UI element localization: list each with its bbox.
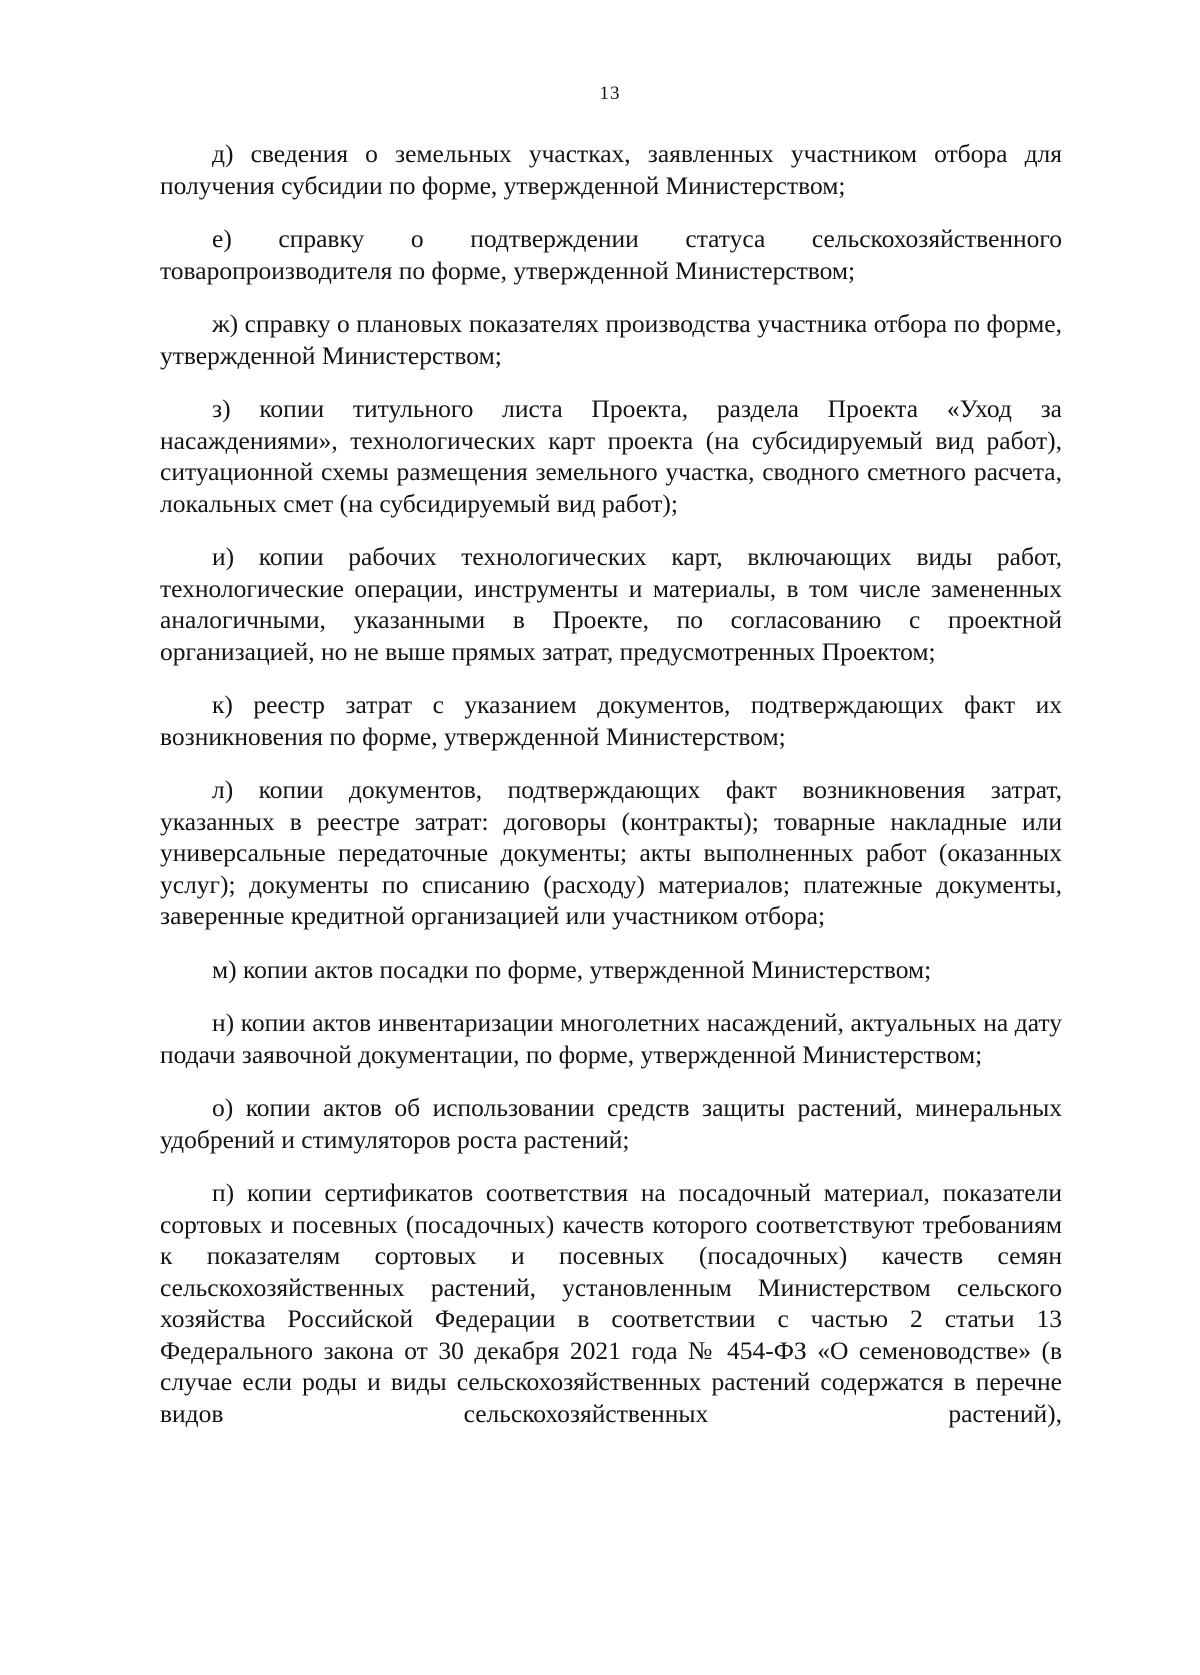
paragraph-m: м) копии актов посадки по форме, утвержденной Министерством; [212, 954, 932, 984]
paragraph-k: к) реестр затрат с указанием документов, подтверждающих факт их возникновения по форме, утвержденной Министерством; [160, 690, 1062, 751]
page-number: 13 [599, 83, 621, 104]
paragraph-z: з) копии титульного листа Проекта, раздела Проекта «Уход за насаждениями», технологических карт проекта (на субсидируемый вид работ), ситуационной схемы размещения земельного участка, сводного сметного расчета, локальных смет (на субсидируемый вид работ); [160, 394, 1062, 518]
paragraph-d: д) сведения о земельных участках, заявленных участником отбора для получения субсидии по форме, утвержденной Министерством; [160, 139, 1062, 200]
paragraph-i: и) копии рабочих технологических карт, включающих виды работ, технологические операции, инструменты и материалы, в том числе замененных аналогичными, указанными в Проекте, по согласованию с проектной организацией, но не выше прямых затрат, предусмотренных Проектом; [160, 542, 1062, 666]
document-body [160, 138, 1062, 1451]
paragraph-o: о) копии актов об использовании средств защиты растений, минеральных удобрений и стимуляторов роста растений; [160, 1093, 1062, 1154]
paragraph-l: л) копии документов, подтверждающих факт возникновения затрат, указанных в реестре затрат: договоры (контракты); товарные накладные или универсальные передаточные документы; акты выполненных работ (оказанных услуг); документы по списанию (расходу) материалов; платежные документы, заверенные кредитной организацией или участником отбора; [160, 775, 1062, 930]
paragraph-e: е) справку о подтверждении статуса сельскохозяйственного товаропроизводителя по форме, утвержденной Министерством; [160, 224, 1062, 285]
paragraph-zh: ж) справку о плановых показателях производства участника отбора по форме, утвержденной Министерством; [160, 309, 1062, 370]
paragraph-p: п) копии сертификатов соответствия на посадочный материал, показатели сортовых и посевных (посадочных) качеств которого соответствуют требованиям к показателям сортовых и посевных (посадочных) качеств семян сельскохозяйственных растений, установленным Министерством сельского хозяйства Российской Федерации в соответствии с частью 2 статьи 13 Федерального закона от 30 декабря 2021 года № 454-ФЗ «О семеноводстве» (в случае если роды и виды сельскохозяйственных растений содержатся в перечне видов сельскохозяйственных растений), [160, 1178, 1062, 1428]
paragraph-n: н) копии актов инвентаризации многолетних насаждений, актуальных на дату подачи заявочной документации, по форме, утвержденной Министерством; [160, 1008, 1062, 1069]
